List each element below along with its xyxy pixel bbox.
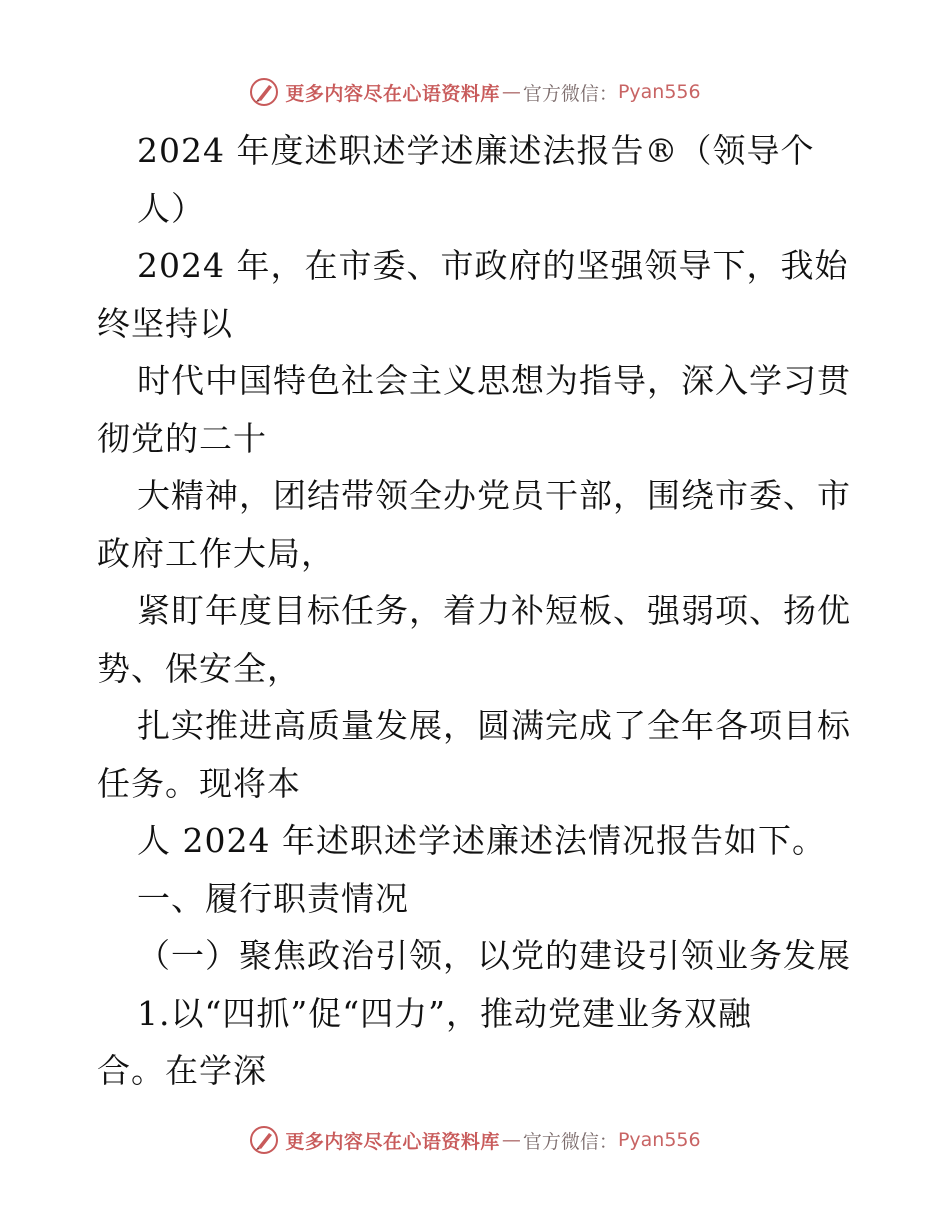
text-line: 人 2024 年述职述学述廉述法情况报告如下。 (137, 821, 826, 860)
text-line: 彻党的二十 (97, 418, 267, 458)
text-line: 任务。现将本 (97, 763, 301, 803)
watermark-dash: — (501, 81, 521, 103)
watermark-wechat-label: 官方微信： (522, 82, 618, 105)
watermark-wechat-id: Pyan556 (617, 1129, 701, 1151)
watermark-site-text: 更多内容尽在心语资料库 (285, 1130, 500, 1153)
watermark-header (0, 72, 950, 112)
text-line: 终坚持以 (97, 303, 233, 343)
text-line: 紧盯年度目标任务，着力补短板、强弱项、扬优 (137, 591, 851, 630)
watermark-footer (0, 1120, 950, 1160)
text-line: 合。在学深 (97, 1051, 267, 1090)
document-body (97, 122, 857, 1100)
text-line: 政府工作大局， (97, 533, 335, 573)
text-line: 扎实推进高质量发展，圆满完成了全年各项目标 (137, 706, 851, 745)
text-line: 势、保安全， (97, 648, 301, 688)
watermark-site-text: 更多内容尽在心语资料库 (285, 82, 500, 105)
quill-pen-logo-icon (249, 77, 279, 107)
quill-pen-logo-icon (249, 1125, 279, 1155)
text-line: 人） (137, 188, 205, 228)
text-line: （一）聚焦政治引领，以党的建设引领业务发展 (137, 936, 851, 975)
text-line: 2024 年，在市委、市政府的坚强领导下，我始 (137, 246, 849, 285)
text-line: 1.以“四抓”促“四力”，推动党建业务双融 (137, 993, 752, 1033)
text-line: 时代中国特色社会主义思想为指导，深入学习贯 (137, 361, 851, 400)
watermark-dash: — (501, 1129, 521, 1151)
text-line: 2024 年度述职述学述廉述法报告®（领导个 (137, 131, 815, 170)
text-line: 一、履行职责情况 (137, 878, 409, 918)
text-line: 大精神，团结带领全办党员干部，围绕市委、市 (137, 476, 851, 515)
watermark-wechat-label: 官方微信： (522, 1130, 618, 1153)
watermark-wechat-id: Pyan556 (617, 81, 701, 103)
